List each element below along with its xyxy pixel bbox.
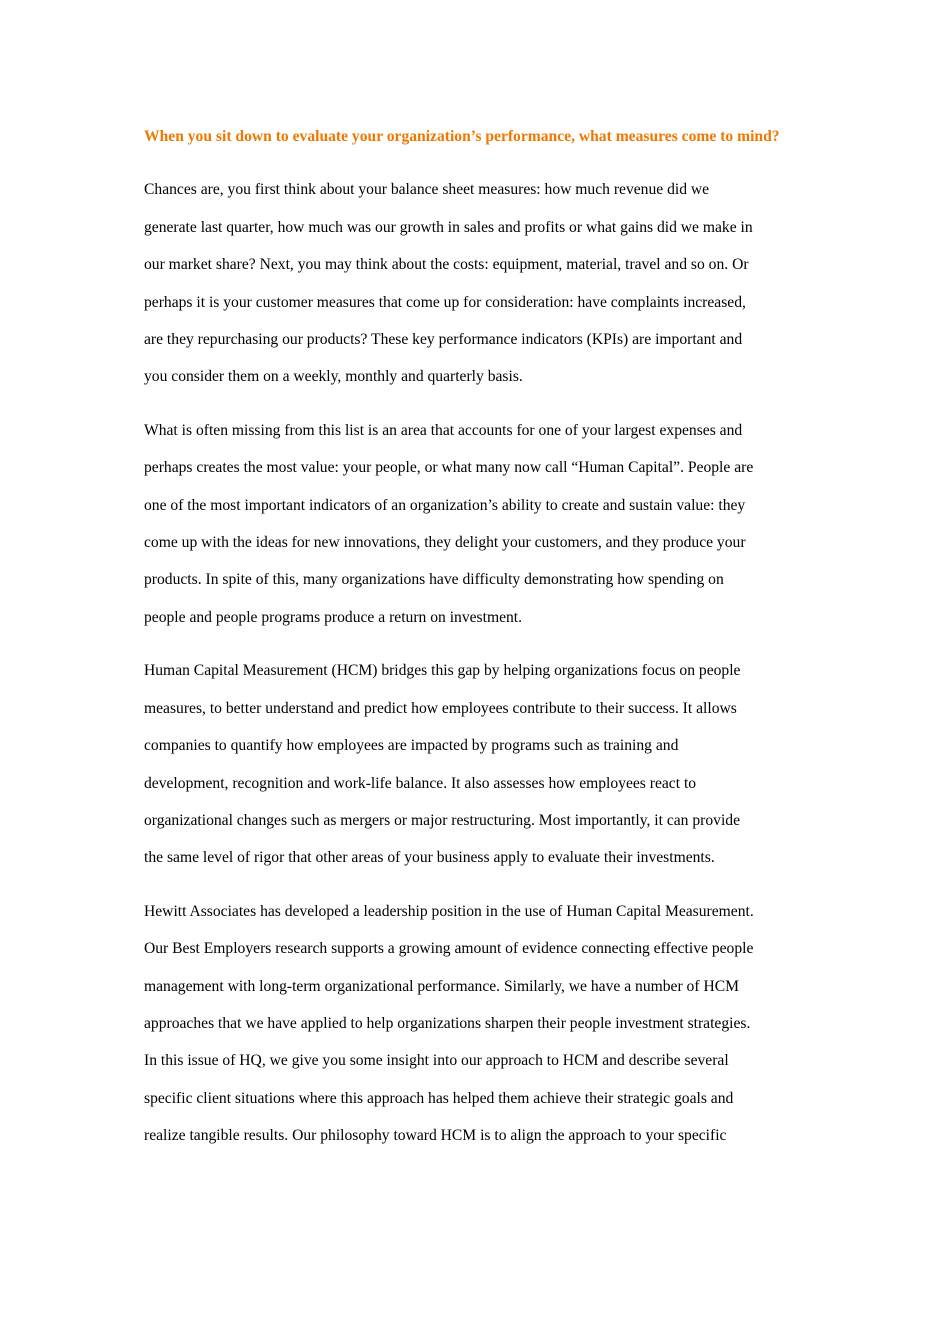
paragraph-human-capital: What is often missing from this list is an area that accounts for one of your largest expenses and perhaps creates the most value: your people, or what many now call “Human Capital”. People are one of the most important indicators of an organization’s ability to create and sustain value: they come up with the ideas for new innovations, they delight your customers, and they produce your products. In spite of this, many organizations have difficulty demonstrating how spending on people and people programs produce a return on investment. xyxy=(144,421,754,626)
page-title: When you sit down to evaluate your organization’s performance, what measures come to mind? xyxy=(144,128,780,145)
document-body xyxy=(144,118,809,1171)
paragraph-balance-sheet: Chances are, you first think about your balance sheet measures: how much revenue did we generate last quarter, how much was our growth in sales and profits or what gains did we make in our market share? Next, you may think about the costs: equipment, material, travel and so on. Or perhaps it is your customer measures that come up for consideration: have complaints increased, are they repurchasing our products? These key performance indicators (KPIs) are important and you consider them on a weekly, monthly and quarterly basis. xyxy=(144,181,753,386)
paragraph-hewitt: Hewitt Associates has developed a leadership position in the use of Human Capital Measurement. Our Best Employers research supports a growing amount of evidence connecting effective people management with long-term organizational performance. Similarly, we have a number of HCM approaches that we have applied to help organizations sharpen their people investment strategies. In this issue of HQ, we give you some insight into our approach to HCM and describe several specific client situations where this approach has helped them achieve their strategic goals and realize tangible results. Our philosophy toward HCM is to align the approach to your specific xyxy=(144,902,754,1145)
paragraph-hcm: Human Capital Measurement (HCM) bridges this gap by helping organizations focus on people measures, to better understand and predict how employees contribute to their success. It allows companies to quantify how employees are impacted by programs such as training and development, recognition and work-life balance. It also assesses how employees react to organizational changes such as mergers or major restructuring. Most importantly, it can provide the same level of rigor that other areas of your business apply to evaluate their investments. xyxy=(144,662,741,867)
